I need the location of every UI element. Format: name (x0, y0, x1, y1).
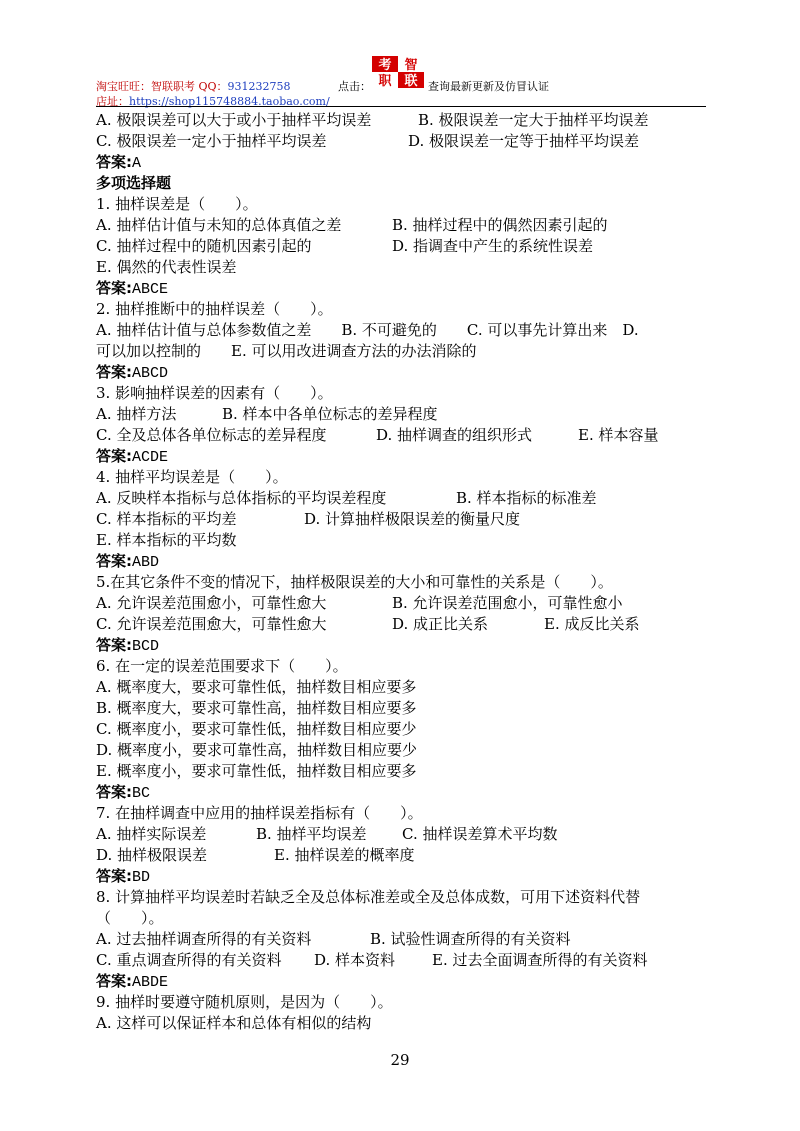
answer-label: 答案: (96, 783, 132, 801)
answer-value: ABDE (132, 974, 169, 991)
answer-line (96, 971, 168, 993)
option-text: D. 抽样调查的组织形式 (376, 426, 533, 444)
question-stem: 9. 抽样时要遵守随机原则，是因为（ ）。 (96, 993, 393, 1011)
logo-char-2: 智 (404, 58, 418, 73)
header-contact (96, 78, 291, 94)
answer-value: ABD (132, 554, 160, 571)
option-row (96, 593, 623, 613)
option-text: D. 计算抽样极限误差的衡量尺度 (304, 510, 521, 528)
answer-label: 答案: (96, 972, 132, 990)
option-text: C. 极限误差一定小于抽样平均误差 (96, 132, 327, 150)
answer-line (96, 362, 168, 384)
question-stem: 3. 影响抽样误差的因素有（ ）。 (96, 384, 333, 402)
answer-label: 答案: (96, 279, 132, 297)
qq-number: 931232758 (227, 80, 291, 93)
option-text: B. 试验性调查所得的有关资料 (370, 930, 571, 948)
page-number: 29 (390, 1051, 410, 1069)
option-row (96, 845, 415, 865)
answer-line (96, 866, 150, 888)
option-text: D. 抽样极限误差 (96, 846, 208, 864)
option-row: E. 样本指标的平均数 (96, 531, 237, 549)
answer-line (96, 446, 168, 468)
answer-line (96, 551, 159, 573)
option-row: B. 概率度大，要求可靠性高，抽样数目相应要多 (96, 699, 417, 717)
question-stem: 1. 抽样误差是（ ）。 (96, 195, 258, 213)
option-row: A. 概率度大，要求可靠性低，抽样数目相应要多 (96, 678, 417, 696)
answer-value: BD (132, 869, 151, 886)
option-text: B. 样本中各单位标志的差异程度 (222, 405, 438, 423)
answer-value: BCD (132, 638, 160, 655)
answer-line (96, 278, 168, 300)
taobao-label: 淘宝旺旺：智联职考 QQ： (96, 80, 228, 93)
option-row (96, 488, 597, 508)
option-row: E. 偶然的代表性误差 (96, 258, 237, 276)
option-text: E. 成反比关系 (544, 615, 640, 633)
option-text: D. 指调查中产生的系统性误差 (392, 237, 594, 255)
option-text: C. 抽样过程中的随机因素引起的 (96, 237, 312, 255)
answer-line (96, 782, 150, 804)
option-text: A. 极限误差可以大于或小于抽样平均误差 (96, 111, 372, 129)
option-text: C. 抽样误差算术平均数 (402, 825, 558, 843)
answer-label: 答案: (96, 636, 132, 654)
answer-label: 答案: (96, 153, 132, 171)
option-row (96, 404, 438, 424)
logo-icon[interactable] (372, 54, 426, 90)
option-text: C. 重点调查所得的有关资料 (96, 951, 282, 969)
option-text: E. 过去全面调查所得的有关资料 (432, 951, 648, 969)
question-stem: 7. 在抽样调查中应用的抽样误差指标有（ ）。 (96, 804, 423, 822)
option-text: B. 极限误差一定大于抽样平均误差 (418, 111, 649, 129)
option-row (96, 929, 571, 949)
answer-line (96, 635, 159, 657)
answer-label: 答案: (96, 447, 132, 465)
question-stem: 5.在其它条件不变的情况下，抽样极限误差的大小和可靠性的关系是（ ）。 (96, 573, 613, 591)
click-label: 点击： (338, 80, 371, 93)
option-row (96, 614, 640, 634)
answer-line (96, 152, 141, 174)
answer-label: 答案: (96, 552, 132, 570)
option-row: D. 概率度小，要求可靠性高，抽样数目相应要少 (96, 741, 418, 759)
option-row: A. 抽样估计值与总体参数值之差 B. 不可避免的 C. 可以事先计算出来 D. (96, 321, 639, 339)
header-divider (96, 106, 706, 107)
option-row (96, 215, 608, 235)
shop-label: 店址： (96, 95, 129, 108)
prev-options-row-1 (96, 110, 649, 130)
shop-link[interactable]: https://shop115748884.taobao.com/ (129, 95, 330, 108)
answer-label: 答案: (96, 363, 132, 381)
option-row (96, 509, 521, 529)
option-text: E. 样本容量 (578, 426, 659, 444)
option-text: C. 样本指标的平均差 (96, 510, 237, 528)
option-row: 可以加以控制的 E. 可以用改进调查方法的办法消除的 (96, 342, 477, 360)
question-stem: 8. 计算抽样平均误差时若缺乏全及总体标准差或全及总体成数，可用下述资料代替 (96, 888, 641, 906)
question-stem-cont: （ ）。 (96, 909, 164, 927)
option-text: A. 过去抽样调查所得的有关资料 (96, 930, 312, 948)
option-text: D. 极限误差一定等于抽样平均误差 (408, 132, 640, 150)
option-text: A. 抽样实际误差 (96, 825, 207, 843)
answer-value: ACDE (132, 449, 169, 466)
logo-char-4: 联 (404, 74, 418, 89)
logo-char-3: 职 (378, 74, 392, 89)
page-header (96, 52, 706, 108)
option-text: B. 样本指标的标准差 (456, 489, 597, 507)
option-row (96, 950, 648, 970)
option-text: D. 样本资料 (314, 951, 396, 969)
option-row (96, 425, 659, 445)
answer-value: BC (132, 785, 151, 802)
option-text: A. 抽样方法 (96, 405, 177, 423)
prev-options-row-2 (96, 131, 640, 151)
option-text: C. 允许误差范围愈大，可靠性愈大 (96, 615, 327, 633)
option-row: E. 概率度小，要求可靠性低，抽样数目相应要多 (96, 762, 417, 780)
option-row: C. 概率度小，要求可靠性低，抽样数目相应要少 (96, 720, 417, 738)
option-text: A. 反映样本指标与总体指标的平均误差程度 (96, 489, 387, 507)
option-row (96, 236, 594, 256)
option-row (96, 824, 558, 844)
logo-char-1: 考 (378, 58, 392, 73)
option-text: C. 全及总体各单位标志的差异程度 (96, 426, 327, 444)
option-row: A. 这样可以保证样本和总体有相似的结构 (96, 1014, 372, 1032)
option-text: B. 抽样平均误差 (256, 825, 367, 843)
option-text: E. 抽样误差的概率度 (274, 846, 415, 864)
answer-label: 答案: (96, 867, 132, 885)
option-text: D. 成正比关系 (392, 615, 489, 633)
option-text: B. 抽样过程中的偶然因素引起的 (392, 216, 608, 234)
question-stem: 6. 在一定的误差范围要求下（ ）。 (96, 657, 348, 675)
answer-value: ABCD (132, 365, 169, 382)
answer-value: A (132, 155, 142, 172)
question-stem: 4. 抽样平均误差是（ ）。 (96, 468, 288, 486)
option-text: B. 允许误差范围愈小，可靠性愈小 (392, 594, 623, 612)
check-updates-text: 查询最新更新及仿冒认证 (428, 80, 549, 93)
answer-value: ABCE (132, 281, 169, 298)
option-text: A. 允许误差范围愈小，可靠性愈大 (96, 594, 327, 612)
question-stem: 2. 抽样推断中的抽样误差（ ）。 (96, 300, 333, 318)
section-title: 多项选择题 (96, 174, 172, 192)
option-text: A. 抽样估计值与未知的总体真值之差 (96, 216, 342, 234)
